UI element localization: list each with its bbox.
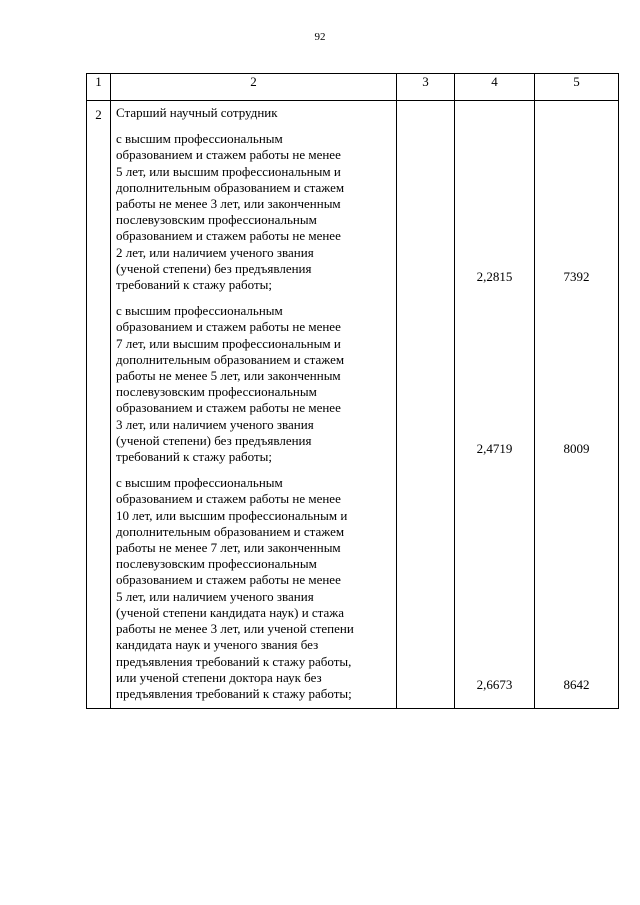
text-line: работы не менее 5 лет, или законченным: [116, 368, 341, 384]
text-line: (ученой степени) без предъявления: [116, 432, 312, 448]
text-line: образованием и стажем работы не менее: [116, 147, 341, 163]
text-line: работы не менее 3 лет, или законченным: [116, 196, 341, 212]
position-title: Старший научный сотрудник: [116, 105, 278, 120]
text-line: с высшим профессиональным: [116, 131, 283, 147]
qualification-block: [116, 303, 392, 465]
text-line: 5 лет, или наличием ученого звания: [116, 588, 314, 604]
text-line: 3 лет, или наличием ученого звания: [116, 416, 314, 432]
text-line: дополнительным образованием и стажем: [116, 351, 345, 367]
text-line: 2 лет, или наличием ученого звания: [116, 244, 314, 260]
table-row: [87, 101, 619, 709]
table-header-row: [87, 74, 619, 101]
text-line: требований к стажу работы;: [116, 449, 272, 465]
page-number: 92: [314, 31, 326, 43]
text-line: кандидата наук и ученого звания без: [116, 637, 319, 653]
text-line: образованием и стажем работы не менее: [116, 572, 341, 588]
coefficient-cell: [455, 101, 535, 709]
text-line: работы не менее 7 лет, или законченным: [116, 540, 341, 556]
text-line: образованием и стажем работы не менее: [116, 491, 341, 507]
column-3-cell: [397, 101, 455, 709]
text-line: предъявления требований к стажу работы,: [116, 653, 352, 669]
coefficient-value: 2,2815: [476, 268, 513, 284]
position-description: [111, 101, 397, 709]
salary-table: [86, 73, 619, 709]
text-line: послевузовским профессиональным: [116, 384, 317, 400]
row-number: 2: [87, 101, 111, 709]
text-line: или ученой степени доктора наук без: [116, 669, 322, 685]
text-line: дополнительным образованием и стажем: [116, 523, 345, 539]
salary-value: 8009: [563, 440, 590, 456]
text-line: 10 лет, или высшим профессиональным и: [116, 507, 348, 523]
column-header-3: 3: [397, 74, 455, 101]
text-line: предъявления требований к стажу работы;: [116, 685, 352, 701]
text-line: дополнительным образованием и стажем: [116, 179, 345, 195]
column-header-4: 4: [455, 74, 535, 101]
text-line: образованием и стажем работы не менее: [116, 319, 341, 335]
text-line: с высшим профессиональным: [116, 475, 283, 491]
text-line: послевузовским профессиональным: [116, 212, 317, 228]
salary-value: 7392: [563, 268, 590, 284]
salary-value: 8642: [563, 677, 590, 693]
text-line: образованием и стажем работы не менее: [116, 400, 341, 416]
text-line: послевузовским профессиональным: [116, 556, 317, 572]
text-line: (ученой степени) без предъявления: [116, 260, 312, 276]
column-header-2: 2: [111, 74, 397, 101]
text-line: с высшим профессиональным: [116, 303, 283, 319]
text-line: требований к стажу работы;: [116, 277, 272, 293]
text-line: работы не менее 3 лет, или ученой степени: [116, 621, 354, 637]
text-line: 7 лет, или высшим профессиональным и: [116, 335, 341, 351]
text-line: образованием и стажем работы не менее: [116, 228, 341, 244]
text-line: 5 лет, или высшим профессиональным и: [116, 163, 341, 179]
qualification-block: [116, 131, 392, 293]
coefficient-value: 2,4719: [476, 440, 513, 456]
column-header-1: 1: [87, 74, 111, 101]
coefficient-value: 2,6673: [476, 677, 513, 693]
qualification-block: [116, 475, 392, 702]
text-line: (ученой степени кандидата наук) и стажа: [116, 604, 345, 620]
salary-cell: [535, 101, 619, 709]
column-header-5: 5: [535, 74, 619, 101]
